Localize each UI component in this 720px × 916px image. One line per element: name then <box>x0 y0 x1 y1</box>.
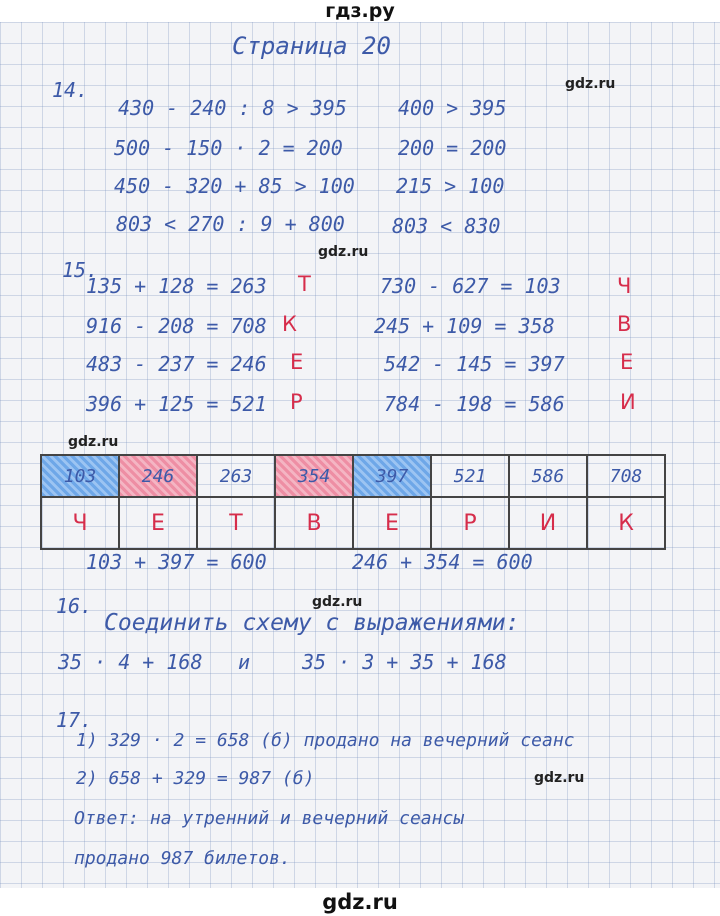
task15-expr-3: 483 - 237 = 246 <box>86 352 267 376</box>
notebook-page <box>0 22 720 888</box>
task15-letter-5: Ч <box>617 274 632 298</box>
watermark-2: gdz.ru <box>318 244 369 260</box>
task15-expr-5: 730 - 627 = 103 <box>380 274 561 298</box>
code-cell-letter: Е <box>353 497 431 549</box>
task17-line4: продано 987 билетов. <box>74 848 291 869</box>
task15-number: 15. <box>62 258 99 282</box>
task15-expr-8: 784 - 198 = 586 <box>384 392 565 416</box>
task15-letter-4: Р <box>290 390 303 414</box>
task15-expr-7: 542 - 145 = 397 <box>384 352 565 376</box>
task14-line3-right: 215 > 100 <box>396 174 505 198</box>
code-cell-number: 103 <box>41 455 119 497</box>
task14-line4-left: 803 < 270 : 9 + 800 <box>116 212 345 236</box>
code-cell-letter: В <box>275 497 353 549</box>
task14-number: 14. <box>52 78 89 102</box>
watermark-3: gdz.ru <box>68 434 119 450</box>
watermark-1: gdz.ru <box>565 76 616 92</box>
code-cell-number: 521 <box>431 455 509 497</box>
page-title: Страница 20 <box>232 32 391 60</box>
site-footer: gdz.ru <box>322 890 398 914</box>
task15-letter-6: В <box>617 312 632 336</box>
code-cell-letter: И <box>509 497 587 549</box>
task16-expr1: 35 · 4 + 168 <box>58 650 203 674</box>
task16-number: 16. <box>56 594 93 618</box>
code-cell-letter: Ч <box>41 497 119 549</box>
task15-letter-1: Т <box>298 272 311 296</box>
task17-line2: 2) 658 + 329 = 987 (б) <box>76 768 315 789</box>
code-cell-number: 586 <box>509 455 587 497</box>
code-cell-letter: Е <box>119 497 197 549</box>
task15-sum-left: 103 + 397 = 600 <box>86 550 267 574</box>
task16-conjunction: и <box>238 650 251 674</box>
watermark-5: gdz.ru <box>534 770 585 786</box>
task15-expr-6: 245 + 109 = 358 <box>374 314 555 338</box>
code-cell-number: 246 <box>119 455 197 497</box>
code-table <box>40 454 666 550</box>
code-cell-number: 708 <box>587 455 665 497</box>
task14-line3-left: 450 - 320 + 85 > 100 <box>114 174 355 198</box>
task14-line4-right: 803 < 830 <box>392 214 501 238</box>
task15-letter-8: И <box>620 390 636 414</box>
code-cell-letter: Р <box>431 497 509 549</box>
code-cell-letter: К <box>587 497 665 549</box>
code-table-numbers-row <box>41 455 665 497</box>
task14-line1-left: 430 - 240 : 8 > 395 <box>118 96 347 120</box>
task15-letter-2: К <box>282 312 297 336</box>
code-cell-number: 397 <box>353 455 431 497</box>
task17-line1: 1) 329 · 2 = 658 (б) продано на вечерний сеанс <box>76 730 575 751</box>
task14-line2-left: 500 - 150 · 2 = 200 <box>114 136 343 160</box>
task16-text: Соединить схему с выражениями: <box>104 610 520 636</box>
task14-line1-right: 400 > 395 <box>398 96 507 120</box>
task14-line2-right: 200 = 200 <box>398 136 507 160</box>
site-header: гдз.ру <box>325 0 395 22</box>
task15-expr-2: 916 - 208 = 708 <box>86 314 267 338</box>
watermark-4: gdz.ru <box>312 594 363 610</box>
task15-sum-right: 246 + 354 = 600 <box>352 550 533 574</box>
task15-expr-1: 135 + 128 = 263 <box>86 274 267 298</box>
task17-line3: Ответ: на утренний и вечерний сеансы <box>74 808 465 829</box>
task15-letter-7: Е <box>620 350 634 374</box>
code-cell-letter: Т <box>197 497 275 549</box>
task15-expr-4: 396 + 125 = 521 <box>86 392 267 416</box>
code-cell-number: 354 <box>275 455 353 497</box>
task17-number: 17. <box>56 708 93 732</box>
code-table-letters-row <box>41 497 665 549</box>
task15-letter-3: Е <box>290 350 304 374</box>
code-cell-number: 263 <box>197 455 275 497</box>
task16-expr2: 35 · 3 + 35 + 168 <box>302 650 507 674</box>
